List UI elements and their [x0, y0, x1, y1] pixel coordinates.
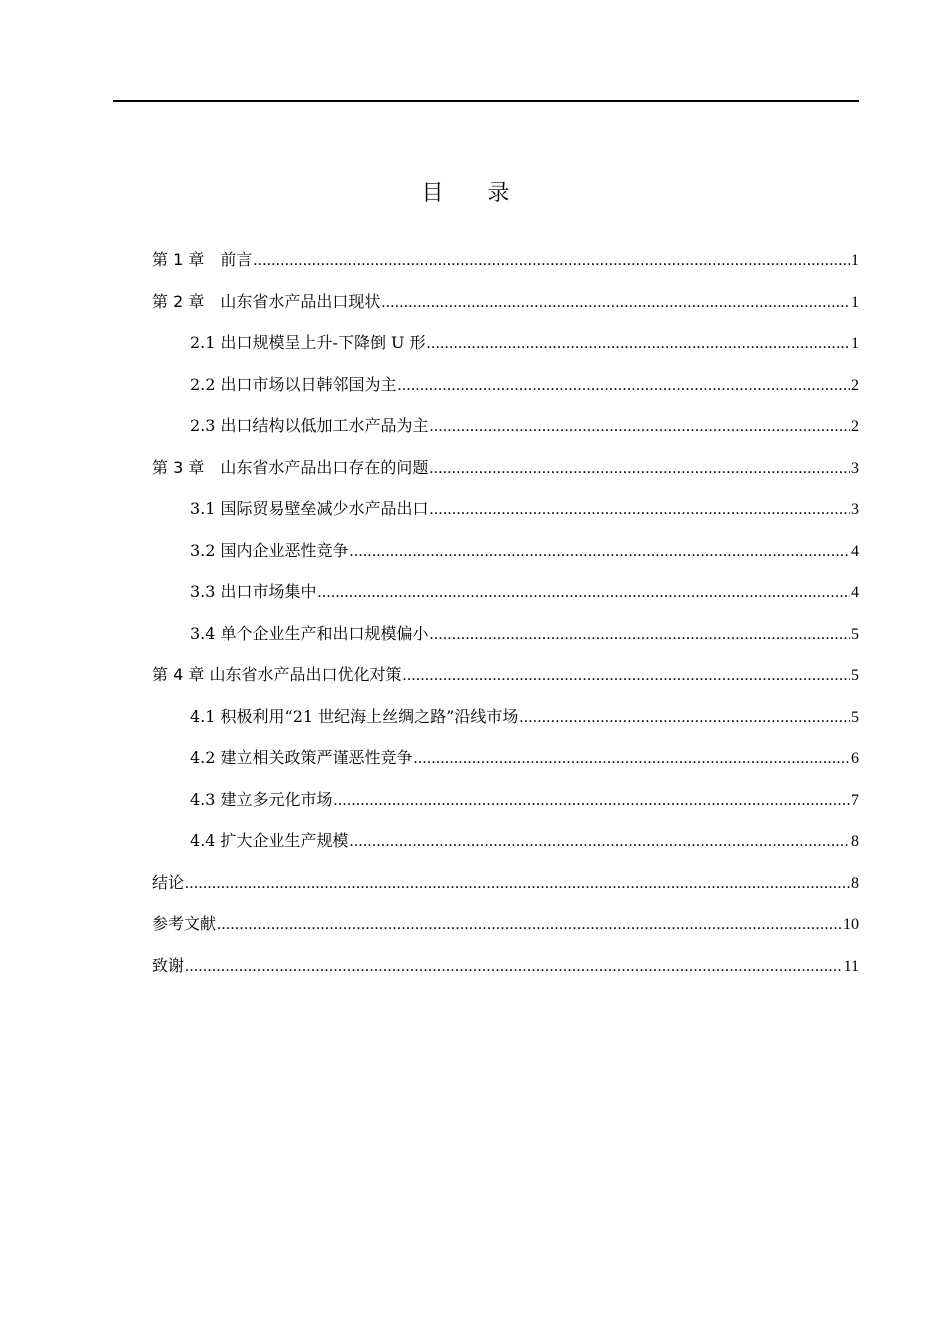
toc-page-number: 11 — [843, 957, 859, 975]
toc-entry[interactable] — [152, 908, 859, 950]
toc-dot-leader — [185, 951, 843, 983]
toc-page-number: 1 — [851, 252, 859, 269]
toc-entry-label: 3.1 国际贸易壁垒减少水产品出口 — [190, 499, 429, 518]
toc-entry[interactable] — [152, 576, 859, 618]
toc-entry-label: 2.2 出口市场以日韩邻国为主 — [190, 374, 397, 394]
toc-page-number: 8 — [851, 874, 859, 892]
toc-entry-label: 3.4 单个企业生产和出口规模偏小 — [190, 623, 429, 643]
toc-page-number: 4 — [851, 584, 859, 601]
toc-dot-leader — [430, 619, 850, 651]
toc-page-number: 3 — [851, 459, 859, 477]
toc-entry[interactable] — [152, 867, 859, 909]
toc-entry-label: 第 2 章 山东省水产品出口现状 — [152, 291, 381, 311]
toc-entry[interactable] — [152, 742, 859, 784]
toc-dot-leader — [185, 868, 850, 900]
toc-entry[interactable] — [152, 244, 859, 286]
toc-entry[interactable] — [152, 327, 859, 369]
toc-dot-leader — [334, 785, 850, 817]
toc-entry[interactable] — [152, 286, 859, 328]
toc-dot-leader — [253, 245, 850, 277]
toc-entry-label: 2.1 出口规模呈上升-下降倒 U 形 — [190, 333, 426, 352]
toc-dot-leader — [427, 328, 850, 360]
toc-entry-label: 3.3 出口市场集中 — [190, 582, 317, 601]
toc-entry[interactable] — [152, 950, 859, 992]
toc-entry[interactable] — [152, 410, 859, 452]
toc-page-number: 8 — [851, 833, 859, 850]
toc-dot-leader — [381, 287, 850, 319]
toc-entry[interactable] — [152, 452, 859, 494]
toc-dot-leader — [430, 494, 850, 526]
toc-title: 目录 — [421, 181, 554, 206]
toc-dot-leader — [519, 702, 850, 734]
toc-entry-label: 结论 — [152, 872, 185, 892]
header-rule — [113, 100, 859, 102]
toc-entry-label: 参考文献 — [152, 914, 217, 933]
toc-dot-leader — [429, 453, 850, 485]
toc-entry[interactable] — [152, 825, 859, 867]
toc-page-number: 4 — [851, 542, 859, 560]
toc-dot-leader — [350, 826, 850, 858]
toc-page-number: 2 — [851, 376, 859, 394]
toc-entry-label: 第 4 章 山东省水产品出口优化对策 — [152, 665, 402, 684]
toc-page-number: 1 — [851, 293, 859, 311]
toc-dot-leader — [430, 411, 850, 443]
toc-entry-label: 4.2 建立相关政策严谨恶性竞争 — [190, 748, 413, 767]
toc-entry-label: 2.3 出口结构以低加工水产品为主 — [190, 416, 429, 435]
toc-entry[interactable] — [152, 493, 859, 535]
toc-dot-leader — [398, 370, 850, 402]
toc-entry-label: 4.3 建立多元化市场 — [190, 789, 333, 809]
toc-page-number: 1 — [851, 335, 859, 352]
toc-page-number: 6 — [851, 750, 859, 767]
toc-dot-leader — [318, 577, 850, 609]
toc-entry-label: 致谢 — [152, 955, 185, 975]
toc-entry-label: 3.2 国内企业恶性竞争 — [190, 540, 349, 560]
toc-entry[interactable] — [152, 369, 859, 411]
toc-page-number: 2 — [851, 418, 859, 435]
toc-entry[interactable] — [152, 618, 859, 660]
toc-entry[interactable] — [152, 701, 859, 743]
toc-entry-label: 4.4 扩大企业生产规模 — [190, 831, 349, 850]
toc-dot-leader — [402, 660, 850, 692]
toc-entry[interactable] — [152, 535, 859, 577]
toc-page-number: 5 — [851, 667, 859, 684]
toc-dot-leader — [414, 743, 850, 775]
toc-entry-label: 4.1 积极利用“21 世纪海上丝绸之路”沿线市场 — [190, 706, 519, 726]
toc-dot-leader — [217, 909, 842, 941]
toc-page-number: 3 — [851, 501, 859, 518]
toc-entry-label: 第 3 章 山东省水产品出口存在的问题 — [152, 457, 429, 477]
toc-entry[interactable] — [152, 784, 859, 826]
toc-dot-leader — [350, 536, 850, 568]
table-of-contents — [152, 244, 859, 991]
toc-page-number: 5 — [851, 708, 859, 726]
toc-entry-label: 第 1 章 前言 — [152, 250, 253, 269]
toc-page-number: 10 — [843, 916, 859, 933]
toc-page-number: 7 — [851, 791, 859, 809]
toc-entry[interactable] — [152, 659, 859, 701]
toc-page-number: 5 — [851, 625, 859, 643]
